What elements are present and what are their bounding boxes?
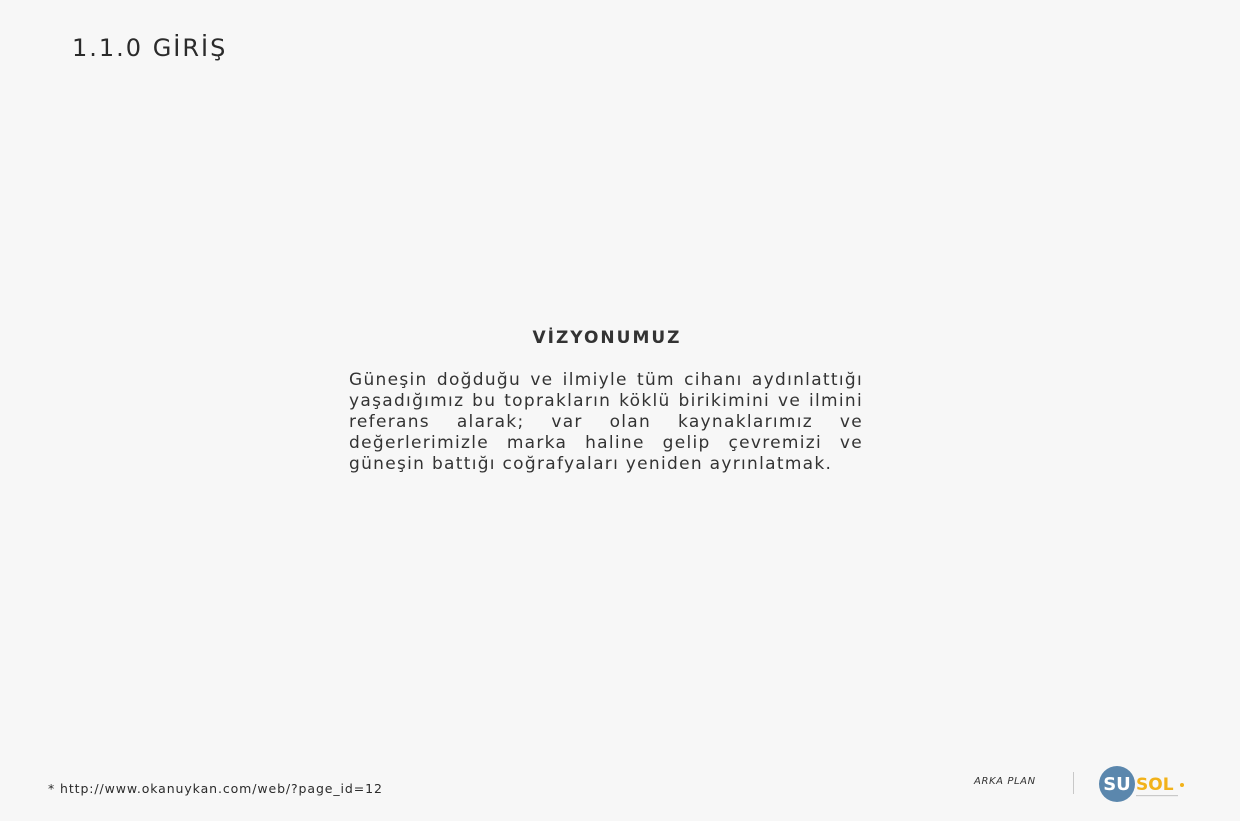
susol-logo bbox=[1098, 764, 1188, 804]
arka-plan-label: ARKA PLAN bbox=[974, 776, 1036, 787]
vision-heading: VİZYONUMUZ bbox=[532, 328, 682, 348]
section-title: 1.1.0 GİRİŞ bbox=[72, 34, 228, 62]
brand-divider bbox=[1073, 772, 1074, 794]
vision-block bbox=[349, 328, 863, 475]
logo-tagline-line bbox=[1136, 795, 1178, 796]
source-footnote: * http://www.okanuykan.com/web/?page_id=12 bbox=[48, 781, 383, 796]
logo-text-sol: SOL bbox=[1136, 775, 1174, 795]
logo-text-su: SU bbox=[1103, 774, 1131, 795]
footer-brand-area bbox=[974, 762, 1194, 806]
vision-text: Güneşin doğduğu ve ilmiyle tüm cihanı aydınlattığı yaşadığımız bu toprakların köklü birikimini ve ilmini referans alarak; var olan kaynaklarımız ve değerlerimizle marka haline gelip çevremizi ve güneşin battığı coğrafyaları yeniden ayrınlatmak. bbox=[349, 370, 863, 474]
logo-registered-mark bbox=[1180, 783, 1184, 787]
